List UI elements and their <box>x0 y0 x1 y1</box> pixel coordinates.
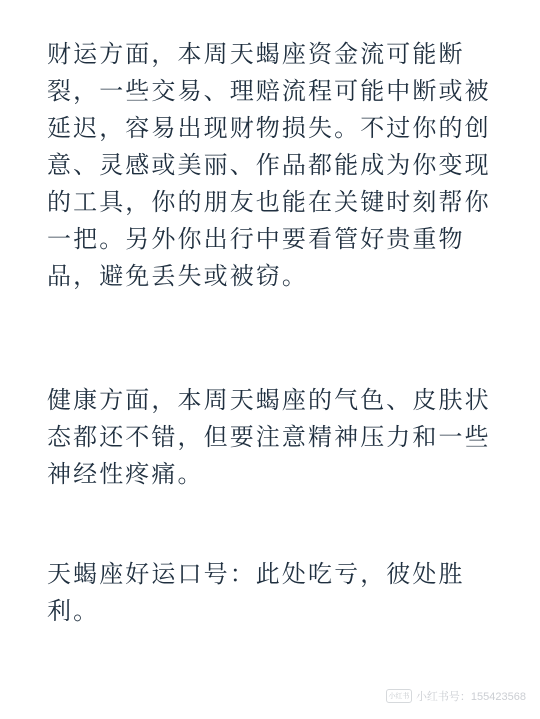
paragraph-health: 健康方面，本周天蝎座的气色、皮肤状态都还不错，但要注意精神压力和一些神经性疼痛。 <box>47 386 491 488</box>
watermark-label: 小红书号：155423568 <box>415 691 526 703</box>
watermark <box>386 687 526 705</box>
paragraph-slogan: 天蝎座好运口号：此处吃亏，彼处胜利。 <box>47 560 465 625</box>
paragraph-finance: 财运方面，本周天蝎座资金流可能断裂，一些交易、理赔流程可能中断或被延迟，容易出现财物损失。不过你的创意、灵感或美丽、作品都能成为你变现的工具，你的朋友也能在关键时刻帮你一把。另外你出行中要看管好贵重物品，避免丢失或被窃。 <box>47 40 491 290</box>
xiaohongshu-logo-icon: 小红书 <box>386 689 412 703</box>
